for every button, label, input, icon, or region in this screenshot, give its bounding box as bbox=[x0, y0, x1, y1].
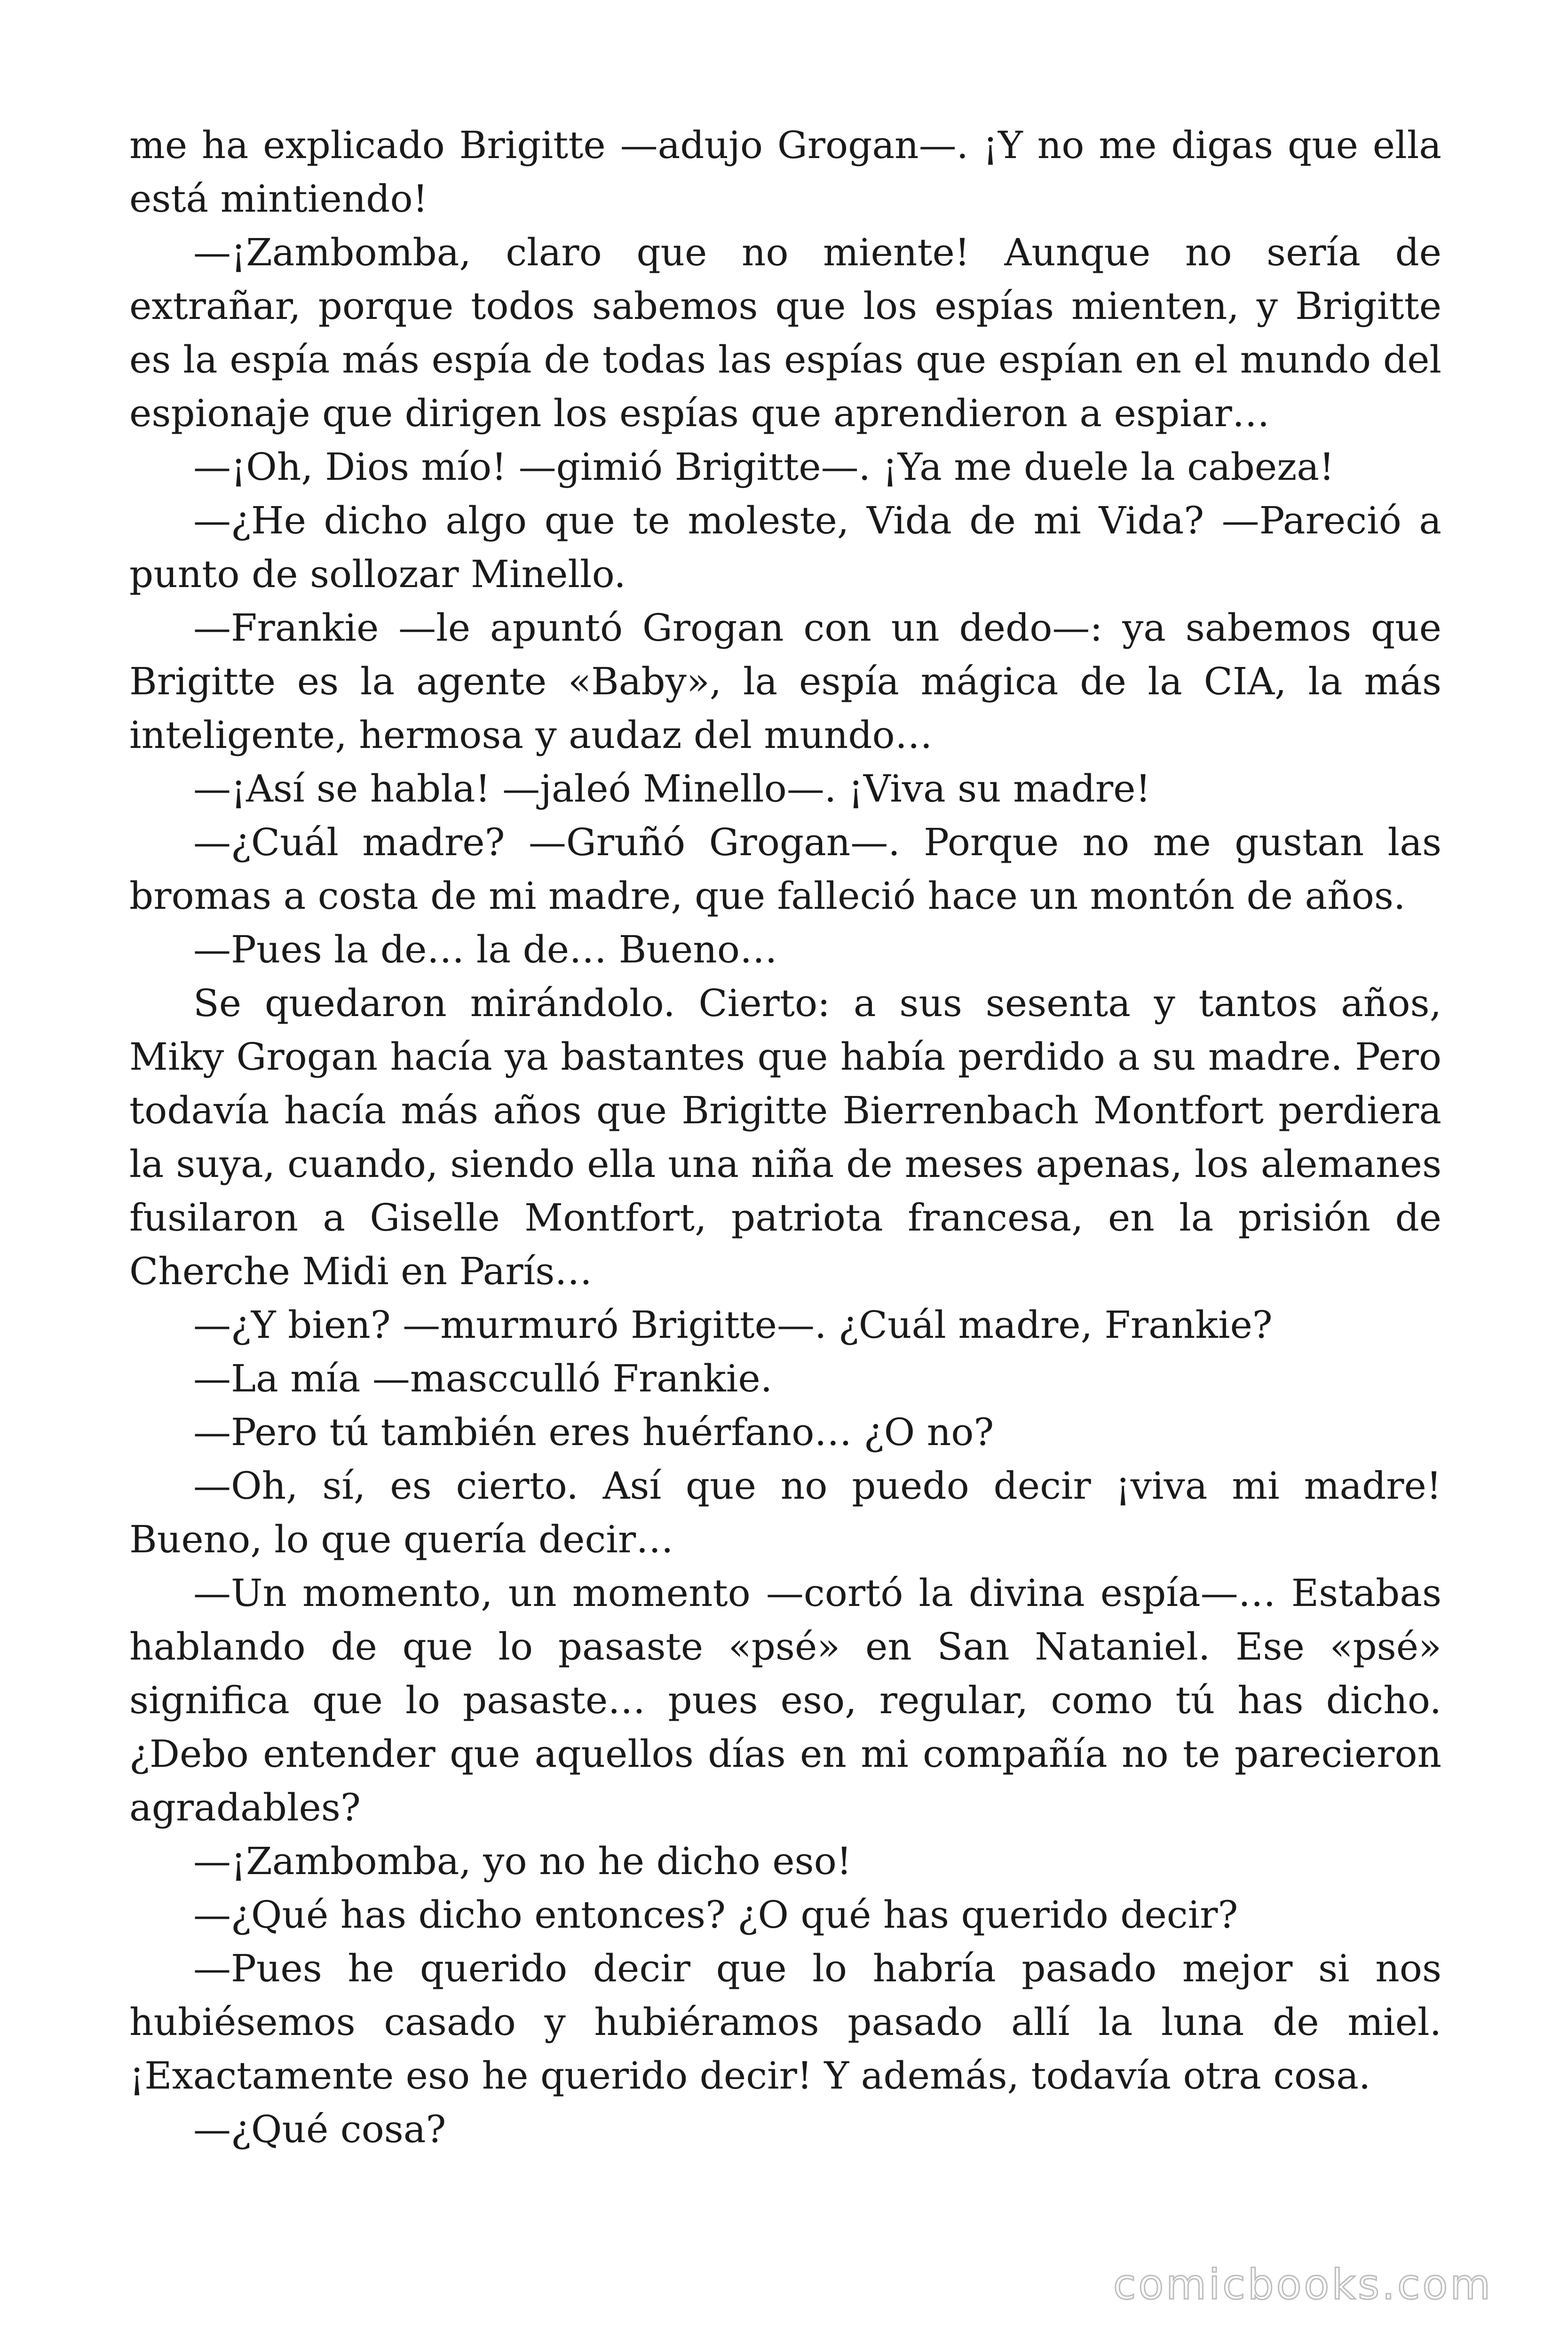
paragraph: —Un momento, un momento —cortó la divina espía—… Estabas hablando de que lo pasaste «psé» en San Nataniel. Ese «psé» significa que lo pasaste… pues eso, regular, como tú has dicho. ¿Debo entender que aquellos días en mi compañía no te parecieron agradables? bbox=[129, 1571, 1441, 1829]
paragraph: —¡Así se habla! —jaleó Minello—. ¡Viva su madre! bbox=[193, 767, 1151, 810]
paragraph: —Frankie —le apuntó Grogan con un dedo—: ya sabemos que Brigitte es la agente «Baby», la espía mágica de la CIA, la más inteligente, hermosa y audaz del mundo… bbox=[129, 606, 1441, 757]
paragraph: me ha explicado Brigitte —adujo Grogan—. ¡Y no me digas que ella está mintiendo! bbox=[129, 123, 1441, 221]
book-page-text bbox=[129, 119, 1441, 2156]
paragraph: —Pues he querido decir que lo habría pasado mejor si nos hubiésemos casado y hubiéramos pasado allí la luna de miel. ¡Exactamente eso he querido decir! Y además, todavía otra cosa. bbox=[129, 1947, 1441, 2098]
paragraph: —¡Zambomba, claro que no miente! Aunque no sería de extrañar, porque todos sabemos que los espías mienten, y Brigitte es la espía más espía de todas las espías que espían en el mundo del espionaje que dirigen los espías que aprendieron a espiar… bbox=[129, 230, 1441, 435]
watermark-text: comicbooks.com bbox=[1113, 2260, 1493, 2309]
paragraph: —¿Cuál madre? —Gruñó Grogan—. Porque no me gustan las bromas a costa de mi madre, que falleció hace un montón de años. bbox=[129, 820, 1441, 918]
paragraph: —¡Oh, Dios mío! —gimió Brigitte—. ¡Ya me duele la cabeza! bbox=[193, 445, 1335, 489]
paragraph: —¿Qué cosa? bbox=[193, 2107, 446, 2151]
paragraph: —Pues la de… la de… Bueno… bbox=[193, 928, 777, 971]
paragraph: Se quedaron mirándolo. Cierto: a sus sesenta y tantos años, Miky Grogan hacía ya bastantes que había perdido a su madre. Pero todavía hacía más años que Brigitte Bierrenbach Montfort perdiera la suya, cuando, siendo ella una niña de meses apenas, los alemanes fusilaron a Giselle Montfort, patriota francesa, en la prisión de Cherche Midi en París… bbox=[129, 981, 1441, 1293]
paragraph: —Oh, sí, es cierto. Así que no puedo decir ¡viva mi madre! Bueno, lo que quería decir… bbox=[129, 1464, 1441, 1561]
paragraph: —¿He dicho algo que te moleste, Vida de mi Vida? —Pareció a punto de sollozar Minello. bbox=[129, 499, 1441, 596]
paragraph: —¡Zambomba, yo no he dicho eso! bbox=[193, 1839, 852, 1883]
paragraph: —La mía —mascculló Frankie. bbox=[193, 1357, 773, 1400]
paragraph: —¿Qué has dicho entonces? ¿O qué has querido decir? bbox=[193, 1893, 1238, 1937]
paragraph: —Pero tú también eres huérfano… ¿O no? bbox=[193, 1410, 994, 1454]
paragraph: —¿Y bien? —murmuró Brigitte—. ¿Cuál madre, Frankie? bbox=[193, 1303, 1273, 1347]
